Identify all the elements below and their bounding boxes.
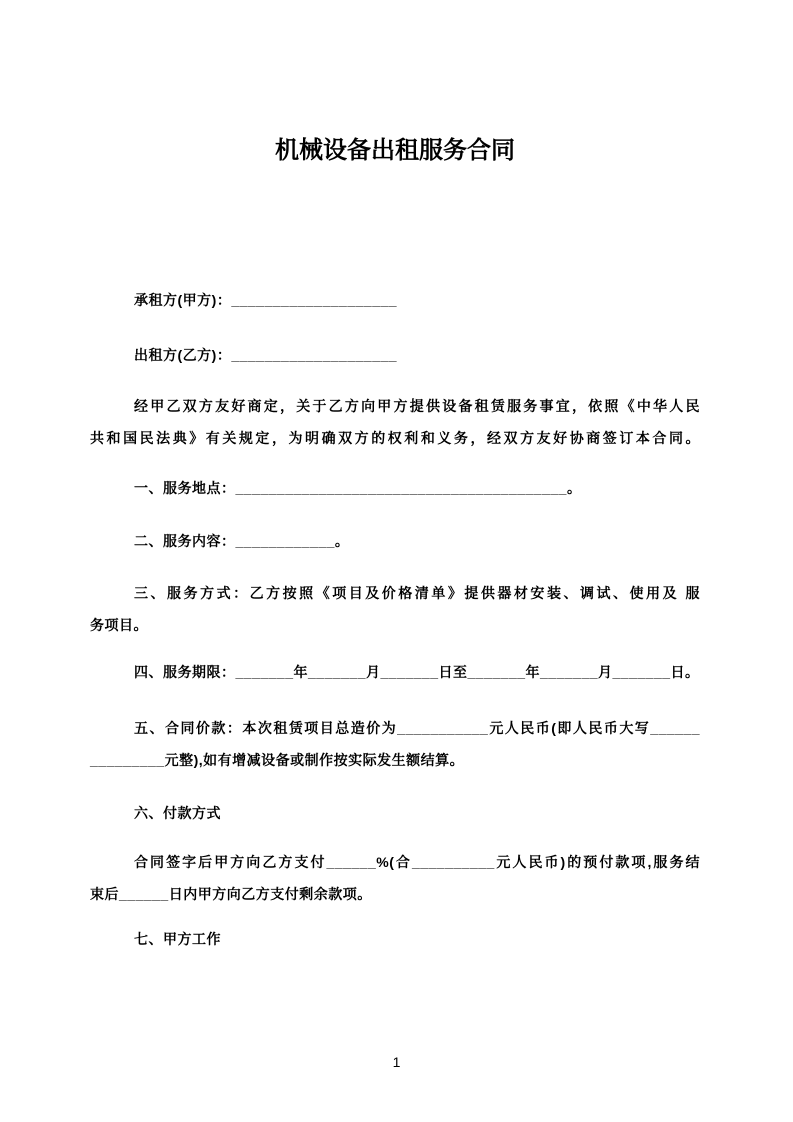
intro-line-1: 经甲乙双方友好商定，关于乙方向甲方提供设备租赁服务事宜，依照《中华人民 [134, 398, 700, 414]
document-title: 机械设备出租服务合同 [275, 137, 515, 164]
clause-service-method [90, 577, 700, 641]
clause-service-content-line: 二、服务内容：____________。 [134, 533, 350, 549]
clause-service-term-line: 四、服务期限：_______年_______月_______日至_______年_______月_______日。 [134, 664, 700, 680]
clause-payment-method [90, 797, 700, 829]
clause-contract-price-line-2: _________元整),如有增减设备或制作按实际发生额结算。 [90, 752, 465, 768]
clause-service-method-line-2: 务项目。 [90, 617, 148, 633]
clause-service-location [90, 472, 700, 504]
clause-payment-method-line: 六、付款方式 [134, 805, 221, 821]
clause-contract-price [90, 712, 700, 776]
clause-payment-detail-line-2: 束后______日内甲方向乙方支付剩余款项。 [90, 886, 372, 902]
party-a-line: 承租方(甲方)：____________________ [134, 292, 398, 308]
clause-payment-detail [90, 846, 700, 910]
party-b-line: 出租方(乙方)：____________________ [134, 347, 398, 363]
intro-line-2: 共和国民法典》有关规定，为明确双方的权利和义务，经双方友好协商签订本合同。 [90, 430, 700, 446]
page-number: 1 [392, 1054, 401, 1070]
clause-service-method-line-1: 三、服务方式：乙方按照《项目及价格清单》提供器材安装、调试、使用及 服 [134, 585, 700, 601]
clause-party-a-work-line: 七、甲方工作 [134, 931, 221, 947]
clause-service-content [90, 525, 700, 557]
clause-contract-price-line-1: 五、合同价款：本次租赁项目总造价为___________元人民币(即人民币大写______ [134, 720, 700, 736]
clause-party-a-work [90, 923, 700, 955]
clause-payment-detail-line-1: 合同签字后甲方向乙方支付______%(合__________元人民币)的预付款项,服务结 [134, 854, 700, 870]
clause-service-location-line: 一、服务地点：________________________________________。 [134, 480, 582, 496]
clause-service-term [90, 656, 700, 688]
intro-paragraph [90, 390, 700, 454]
